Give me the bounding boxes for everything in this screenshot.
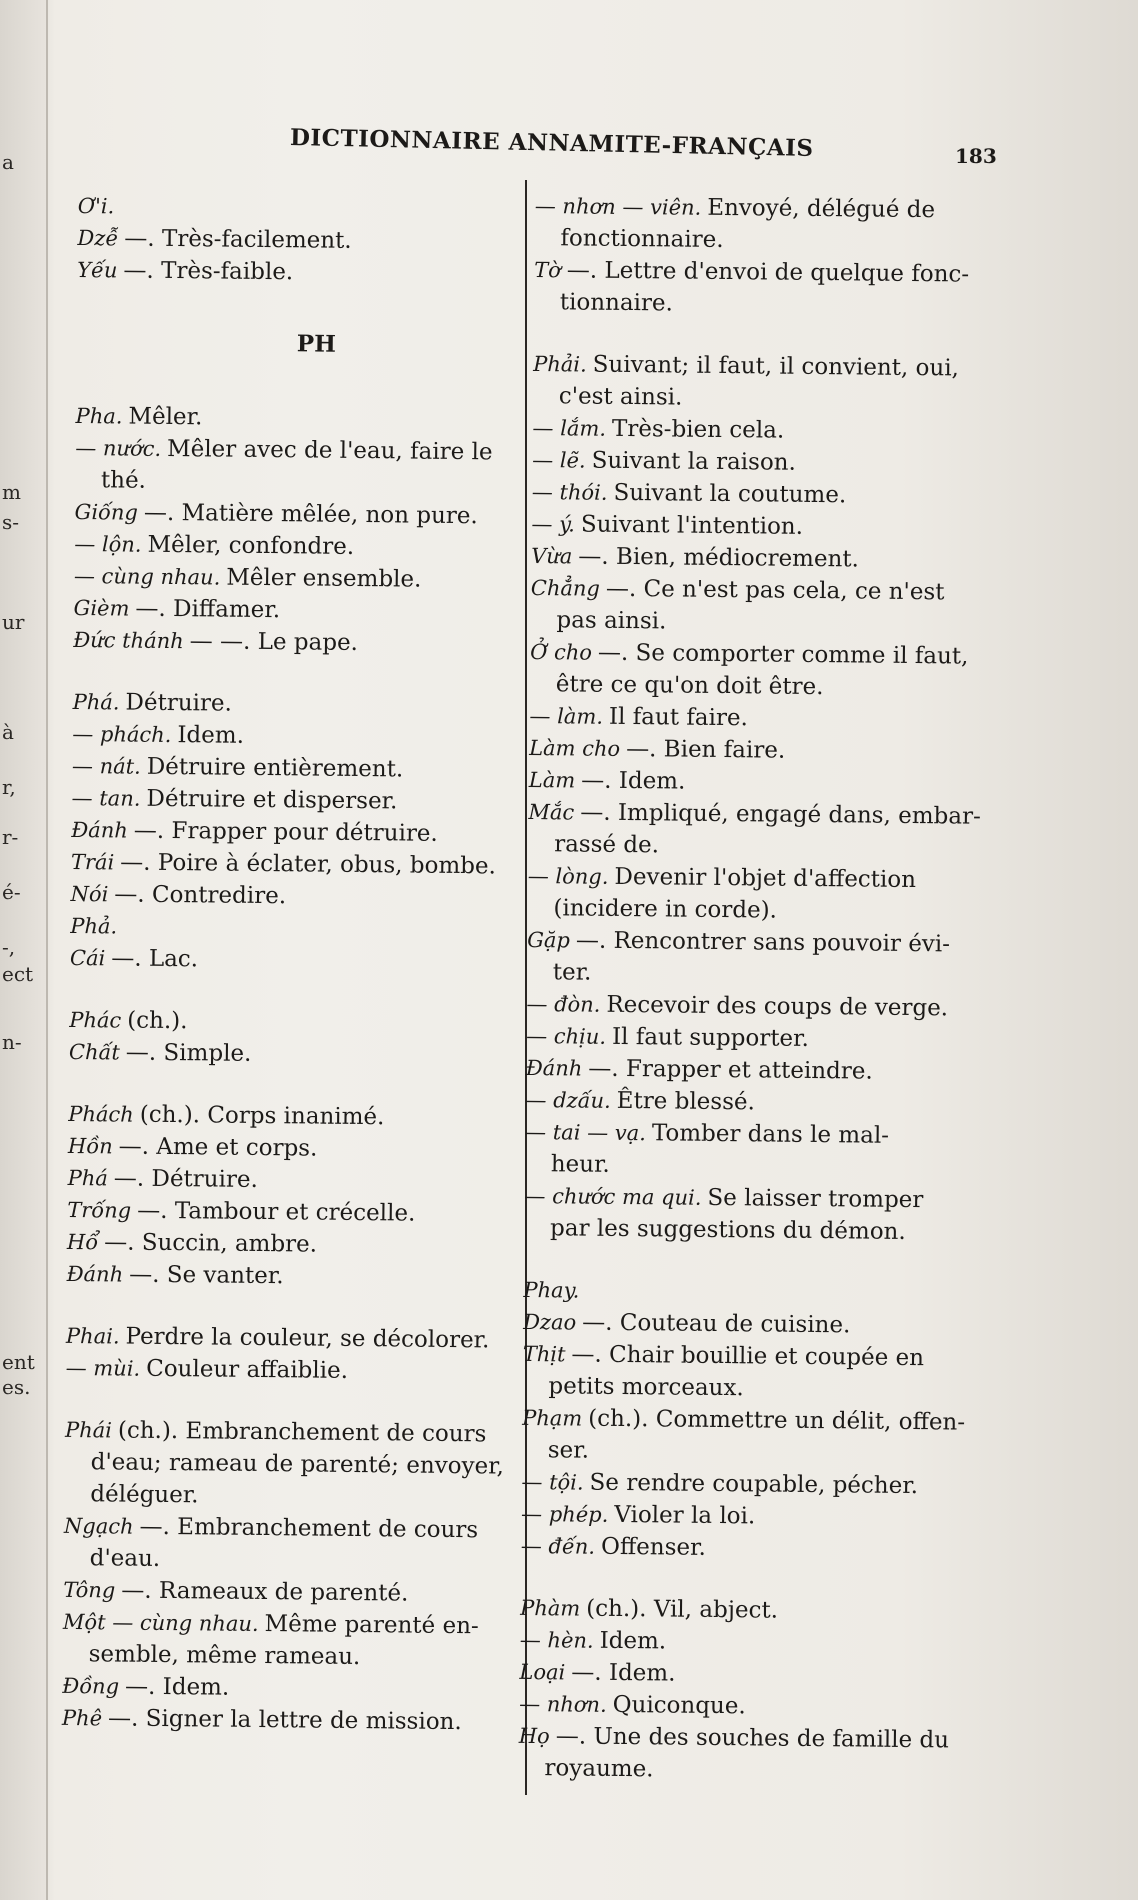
headword: Hồn <box>67 1133 113 1159</box>
dictionary-entry <box>526 1020 991 1057</box>
headword: Đức thánh <box>73 627 184 654</box>
headword: Gặp <box>527 927 571 953</box>
headword: Phàm <box>520 1595 581 1621</box>
definition: —. Bien faire. <box>625 735 786 764</box>
entry-continuation: petits morceaux. <box>548 1373 744 1402</box>
entry-gap <box>524 1244 989 1279</box>
definition: —. Idem. <box>124 1673 230 1701</box>
definition: Recevoir des coups de verge. <box>606 991 949 1022</box>
headword: — làm. <box>529 703 604 729</box>
definition: —. Tambour et crécelle. <box>137 1197 416 1227</box>
dictionary-entry <box>71 782 511 819</box>
definition: Mêler avec de l'eau, faire le <box>166 435 493 466</box>
headword: — thói. <box>531 479 608 505</box>
definition: Idem. <box>177 722 245 749</box>
dictionary-entry <box>519 1688 984 1725</box>
dictionary-entry <box>520 1624 985 1661</box>
margin-fragment: n- <box>2 1030 22 1054</box>
entry-continuation: déléguer. <box>90 1481 199 1509</box>
headword: — đến. <box>520 1533 596 1559</box>
entry-continuation: thé. <box>100 467 147 494</box>
dictionary-entry <box>521 1530 986 1567</box>
dictionary-entry <box>67 1162 507 1199</box>
definition: —. Idem. <box>581 767 686 795</box>
headword: Đồng <box>62 1673 120 1699</box>
definition: Devenir l'objet d'affection <box>614 863 917 894</box>
headword: Nói <box>70 881 109 907</box>
dictionary-entry <box>521 1498 986 1535</box>
definition: —. Embranchement de cours <box>139 1513 479 1544</box>
margin-fragment: m <box>2 480 21 504</box>
dictionary-entry <box>528 796 993 833</box>
entry-continuation: d'eau. <box>89 1545 161 1572</box>
headword: Phai. <box>65 1323 120 1349</box>
headword: Gièm <box>73 595 130 621</box>
dictionary-entry <box>75 400 515 437</box>
headword: Đánh <box>525 1055 583 1081</box>
dictionary-entry <box>520 1592 985 1629</box>
headword: Phái <box>64 1417 113 1443</box>
headword: Dzễ <box>77 225 119 251</box>
definition: Envoyé, délégué de <box>707 194 936 224</box>
headword: Phay. <box>523 1277 580 1303</box>
headword: Ơ'i. <box>77 193 115 219</box>
entry-gap <box>65 1384 505 1419</box>
definition: (ch.). Corps inanimé. <box>139 1101 385 1131</box>
headword: — lộn. <box>74 531 142 557</box>
dictionary-entry <box>77 222 517 259</box>
margin-fragment: é- <box>2 880 21 904</box>
dictionary-entry <box>74 560 514 597</box>
dictionary-entry <box>74 528 514 565</box>
dictionary-entry <box>62 1670 502 1707</box>
headword: — phách. <box>72 721 172 748</box>
dictionary-entry <box>535 190 1000 227</box>
definition: Suivant la raison. <box>591 447 797 476</box>
dictionary-entry <box>532 476 997 513</box>
dictionary-entry <box>530 636 995 673</box>
definition: Quiconque. <box>612 1691 746 1720</box>
margin-fragment: r- <box>2 825 19 849</box>
definition: Perdre la couleur, se décolorer. <box>125 1323 490 1354</box>
entry-continuation: c'est ainsi. <box>558 383 683 411</box>
headword: Dzao <box>523 1309 577 1335</box>
headword: Pha. <box>75 403 123 429</box>
entry-gap <box>69 974 509 1009</box>
headword: Tờ <box>534 257 561 283</box>
headword: Phá <box>67 1165 108 1191</box>
dictionary-entry <box>72 686 512 723</box>
headword: Chất <box>68 1039 121 1065</box>
definition: —. Lettre d'envoi de quelque fonc- <box>566 257 970 288</box>
right-column <box>518 190 1000 1789</box>
margin-fragment: ur <box>2 610 25 634</box>
headword: Phạm <box>522 1405 583 1431</box>
definition: Suivant la coutume. <box>613 479 847 509</box>
left-column <box>62 190 518 1739</box>
dictionary-entry <box>526 988 991 1025</box>
headword: — phép. <box>521 1501 609 1527</box>
definition: —. Frapper pour détruire. <box>133 817 438 847</box>
headword: Họ <box>518 1723 550 1749</box>
definition: (ch.). Commettre un délit, offen- <box>588 1405 966 1436</box>
definition: Même parenté en- <box>264 1611 479 1640</box>
headword: — hèn. <box>519 1627 594 1653</box>
dictionary-entry <box>62 1702 502 1739</box>
dictionary-entry <box>522 1402 987 1439</box>
headword: Đánh <box>66 1261 124 1287</box>
dictionary-entry <box>519 1656 984 1693</box>
dictionary-entry <box>529 700 994 737</box>
definition: —. Ce n'est pas cela, ce n'est <box>605 575 945 606</box>
dictionary-entry <box>71 814 511 851</box>
margin-fragment: ent <box>2 1350 35 1374</box>
dictionary-entry <box>532 412 997 449</box>
headword: Phải. <box>533 351 587 377</box>
dictionary-entry <box>68 1098 508 1135</box>
dictionary-entry <box>521 1466 986 1503</box>
page-header: DICTIONNAIRE ANNAMITE-FRANÇAIS <box>289 124 814 162</box>
headword: — ý. <box>531 511 576 537</box>
definition: —. Se comporter comme il faut, <box>597 639 969 670</box>
dictionary-entry <box>529 764 994 801</box>
headword: — lắm. <box>532 415 607 441</box>
entry-gap <box>73 656 513 691</box>
definition: —. Très-faible. <box>123 257 294 286</box>
headword: Phá. <box>72 689 120 715</box>
entry-continuation: rassé de. <box>554 831 660 859</box>
dictionary-entry <box>72 750 512 787</box>
definition: (ch.). Embranchement de cours <box>117 1417 487 1448</box>
headword: — nhơn — viên. <box>534 193 702 220</box>
definition: —. Rencontrer sans pouvoir évi- <box>575 927 951 958</box>
definition: —. Chair bouillie et coupée en <box>571 1341 925 1372</box>
definition: Être blessé. <box>616 1087 756 1116</box>
definition: Il faut supporter. <box>611 1023 810 1052</box>
headword: Chẳng <box>530 575 601 601</box>
definition: —. Couteau de cuisine. <box>582 1309 851 1339</box>
entry-continuation: d'eau; rameau de parenté; envoyer, <box>90 1449 505 1480</box>
definition: Idem. <box>599 1627 667 1655</box>
entry-gap <box>66 1290 506 1325</box>
definition: —. Matière mêlée, non pure. <box>143 499 478 530</box>
dictionary-entry <box>527 924 992 961</box>
margin-fragment: s- <box>2 510 20 534</box>
section-title: PH <box>296 330 337 358</box>
dictionary-entry <box>69 1004 509 1041</box>
definition: Très-bien cela. <box>611 415 785 444</box>
definition: —. Bien, médiocrement. <box>578 543 860 573</box>
dictionary-entry <box>534 254 999 291</box>
margin-fragment: à <box>2 720 14 744</box>
dictionary-entry <box>70 942 510 979</box>
definition: —. Poire à éclater, obus, bombe. <box>120 849 497 880</box>
entry-continuation: pas ainsi. <box>556 607 667 635</box>
headword: Cái <box>69 945 106 971</box>
margin-fragment: ect <box>2 962 34 986</box>
headword: — mùi. <box>65 1355 141 1381</box>
entry-continuation: ser. <box>547 1437 590 1464</box>
headword: — chước ma qui. <box>524 1183 702 1210</box>
definition: Violer la loi. <box>614 1501 756 1530</box>
headword: Ở cho <box>530 639 593 665</box>
headword: Phác <box>69 1007 122 1033</box>
definition: —. Impliqué, engagé dans, embar- <box>580 799 981 830</box>
definition: Suivant; il faut, il convient, oui, <box>592 351 960 382</box>
definition: —. Lac. <box>111 945 199 973</box>
headword: Một — cùng nhau. <box>62 1609 259 1636</box>
definition: Mêler. <box>128 403 203 431</box>
headword: Phách <box>68 1101 134 1127</box>
entry-gap <box>533 318 998 353</box>
definition: —. Une des souches de famille du <box>555 1723 950 1754</box>
entry-continuation: royaume. <box>544 1755 654 1783</box>
dictionary-entry <box>75 432 515 469</box>
dictionary-entry <box>65 1414 505 1451</box>
dictionary-entry <box>526 1052 991 1089</box>
entry-continuation: heur. <box>550 1151 610 1178</box>
page-number: 183 <box>955 144 997 168</box>
definition: Couleur affaiblie. <box>146 1355 349 1384</box>
dictionary-entry <box>66 1320 506 1357</box>
dictionary-entry <box>72 718 512 755</box>
dictionary-entry <box>78 190 518 227</box>
dictionary-entry <box>533 348 998 385</box>
headword: Làm cho <box>529 735 621 761</box>
headword: Thịt <box>522 1341 566 1367</box>
dictionary-entry <box>64 1510 504 1547</box>
definition: Se laisser tromper <box>707 1184 924 1214</box>
headword: Loại <box>519 1659 566 1685</box>
dictionary-entry <box>69 1036 509 1073</box>
entry-continuation: ter. <box>552 959 592 986</box>
dictionary-entry <box>74 496 514 533</box>
headword: Ngạch <box>63 1513 134 1539</box>
headword: Tông <box>63 1577 116 1603</box>
definition: (ch.). <box>127 1007 188 1035</box>
dictionary-entry <box>523 1338 988 1375</box>
dictionary-entry <box>523 1306 988 1343</box>
dictionary-entry <box>68 1130 508 1167</box>
definition: Détruire et disperser. <box>146 785 398 815</box>
headword: Phả. <box>70 913 118 939</box>
definition: —. Rameaux de parenté. <box>121 1577 409 1607</box>
entry-continuation: semble, même rameau. <box>88 1641 361 1671</box>
headword: Đánh <box>71 817 128 843</box>
dictionary-entry <box>67 1226 507 1263</box>
headword: Vừa <box>531 543 573 569</box>
headword: Giống <box>74 499 139 525</box>
dictionary-entry <box>70 878 510 915</box>
definition: —. Se vanter. <box>129 1261 284 1290</box>
dictionary-entry <box>66 1258 506 1295</box>
entry-gap <box>68 1068 508 1103</box>
definition: Il faut faire. <box>608 703 748 732</box>
dictionary-entry <box>71 846 511 883</box>
headword: — tan. <box>71 785 141 811</box>
dictionary-entry <box>523 1274 988 1311</box>
headword: Phê <box>61 1705 103 1731</box>
dictionary-entry <box>65 1352 505 1389</box>
headword: — dzấu. <box>525 1087 611 1113</box>
definition: —. Simple. <box>125 1039 252 1067</box>
dictionary-entry <box>67 1194 507 1231</box>
definition: Se rendre coupable, pécher. <box>589 1469 919 1500</box>
definition: —. Frapper et atteindre. <box>588 1055 873 1085</box>
headword: Trái <box>70 849 115 875</box>
definition: —. Ame et corps. <box>118 1133 318 1162</box>
headword: Trống <box>67 1197 132 1223</box>
dictionary-entry <box>70 910 510 947</box>
headword: Mắc <box>528 799 575 825</box>
dictionary-entry <box>524 1180 989 1217</box>
dictionary-entry <box>525 1084 990 1121</box>
definition: —. Détruire. <box>113 1165 258 1193</box>
entry-continuation: (incidere in corde). <box>553 895 778 924</box>
margin-fragment: r, <box>2 775 16 799</box>
definition: Mêler ensemble. <box>226 564 422 593</box>
dictionary-entry <box>531 508 996 545</box>
entry-continuation: fonctionnaire. <box>560 225 724 253</box>
dictionary-entry <box>73 592 513 629</box>
headword: — cùng nhau. <box>73 563 221 590</box>
margin-fragment: es. <box>2 1375 31 1399</box>
dictionary-entry <box>73 624 513 661</box>
entry-continuation: par les suggestions du démon. <box>549 1215 906 1245</box>
dictionary-entry <box>63 1606 503 1643</box>
definition: —. Contredire. <box>114 881 287 910</box>
headword: — chịu. <box>526 1023 607 1049</box>
dictionary-entry <box>532 444 997 481</box>
headword: — tai — vạ. <box>525 1119 647 1146</box>
definition: — —. Le pape. <box>189 628 359 656</box>
definition: Offenser. <box>600 1533 707 1561</box>
headword: — lòng. <box>527 863 609 889</box>
entry-continuation: être ce qu'on doit être. <box>555 671 824 701</box>
dictionary-entry <box>525 1116 990 1153</box>
definition: —. Succin, ambre. <box>104 1229 318 1258</box>
dictionary-entry <box>531 540 996 577</box>
headword: — đòn. <box>526 991 601 1017</box>
entry-gap <box>520 1562 985 1597</box>
definition: Tomber dans le mal- <box>651 1120 890 1149</box>
headword: — tội. <box>521 1469 584 1495</box>
headword: — nát. <box>71 753 141 779</box>
definition: —. Idem. <box>571 1659 676 1687</box>
dictionary-entry <box>529 732 994 769</box>
definition: —. Signer la lettre de mission. <box>107 1705 462 1736</box>
headword: Yếu <box>77 257 118 283</box>
definition: Suivant l'intention. <box>580 511 804 540</box>
dictionary-entry <box>528 860 993 897</box>
headword: — nhơn. <box>519 1691 607 1717</box>
definition: Détruire entièrement. <box>146 753 404 783</box>
dictionary-entry <box>531 572 996 609</box>
definition: Mêler, confondre. <box>147 531 355 560</box>
dictionary-entry <box>63 1574 503 1611</box>
dictionary-entry <box>519 1720 984 1757</box>
definition: Détruire. <box>125 689 233 717</box>
entry-continuation: tionnaire. <box>559 289 674 317</box>
headword: Làm <box>528 767 576 793</box>
headword: — nước. <box>75 435 162 461</box>
margin-fragment: a <box>2 150 14 174</box>
definition: —. Diffamer. <box>135 595 281 624</box>
headword: Hổ <box>66 1229 99 1255</box>
headword: — lẽ. <box>532 447 586 473</box>
dictionary-entry <box>77 254 517 291</box>
definition: (ch.). Vil, abject. <box>586 1595 779 1624</box>
definition: —. Très-facilement. <box>124 225 352 254</box>
margin-fragment: -, <box>2 935 16 959</box>
